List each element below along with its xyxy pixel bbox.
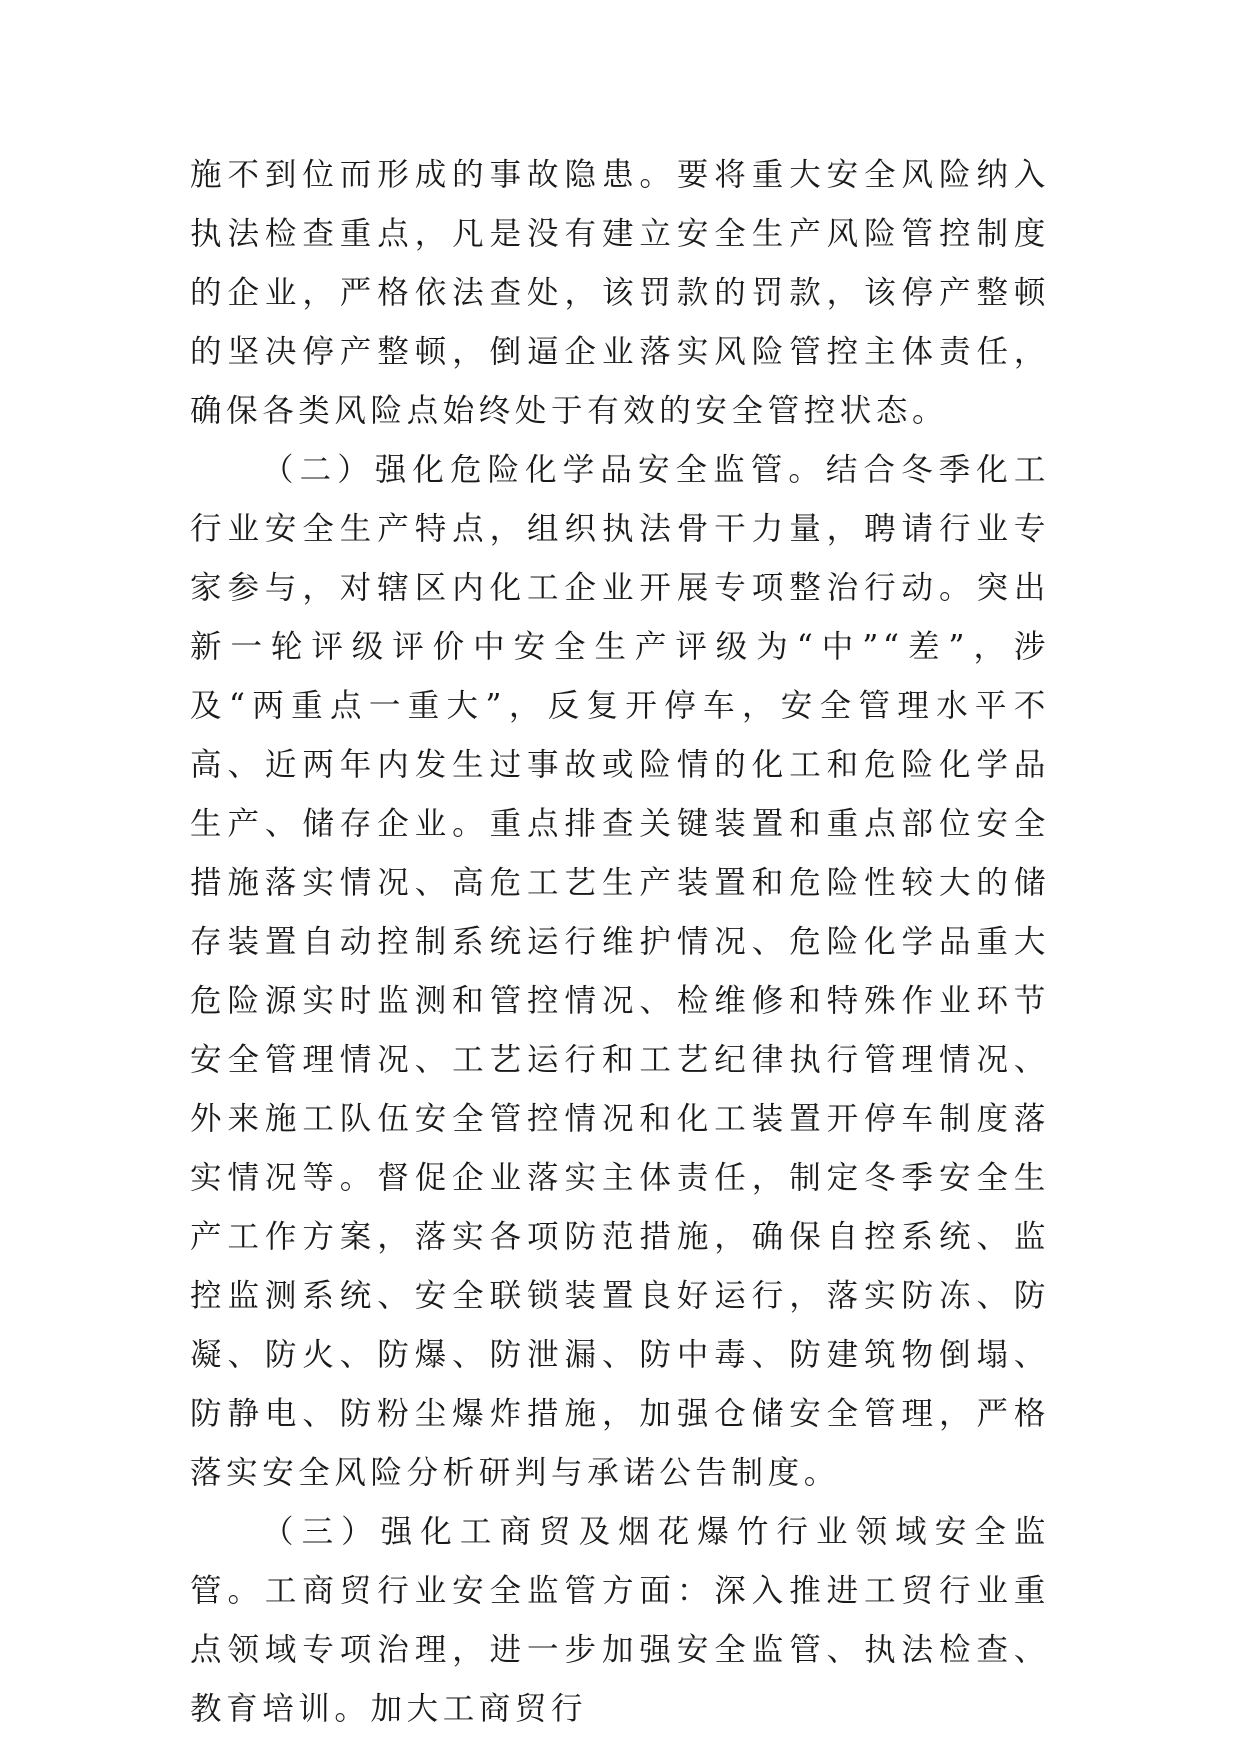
paragraph-section-3: （三）强化工商贸及烟花爆竹行业领域安全监管。工商贸行业安全监管方面：深入推进工贸行业重点领域专项治理，进一步加强安全监管、执法检查、教育培训。加大工商贸行: [190, 1514, 1050, 1727]
paragraph-continuation: 施不到位而形成的事故隐患。要将重大安全风险纳入执法检查重点，凡是没有建立安全生产风险管控制度的企业，严格依法查处，该罚款的罚款，该停产整顿的坚决停产整顿，倒逼企业落实风险管控主体责任，确保各类风险点始终处于有效的安全管控状态。: [190, 157, 1050, 429]
paragraph-section-2: （二）强化危险化学品安全监管。结合冬季化工行业安全生产特点，组织执法骨干力量，聘请行业专家参与，对辖区内化工企业开展专项整治行动。突出新一轮评级评价中安全生产评级为“中”“差”，涉及“两重点一重大”，反复开停车，安全管理水平不高、近两年内发生过事故或险情的化工和危险化学品生产、储存企业。重点排查关键装置和重点部位安全措施落实情况、高危工艺生产装置和危险性较大的储存装置自动控制系统运行维护情况、危险化学品重大危险源实时监测和管控情况、检维修和特殊作业环节安全管理情况、工艺运行和工艺纪律执行管理情况、外来施工队伍安全管控情况和化工装置开停车制度落实情况等。督促企业落实主体责任，制定冬季安全生产工作方案，落实各项防范措施，确保自控系统、监控监测系统、安全联锁装置良好运行，落实防冻、防凝、防火、防爆、防泄漏、防中毒、防建筑物倒塌、防静电、防粉尘爆炸措施，加强仓储安全管理，严格落实安全风险分析研判与承诺公告制度。: [190, 452, 1050, 1491]
body-text: [190, 146, 1050, 1739]
